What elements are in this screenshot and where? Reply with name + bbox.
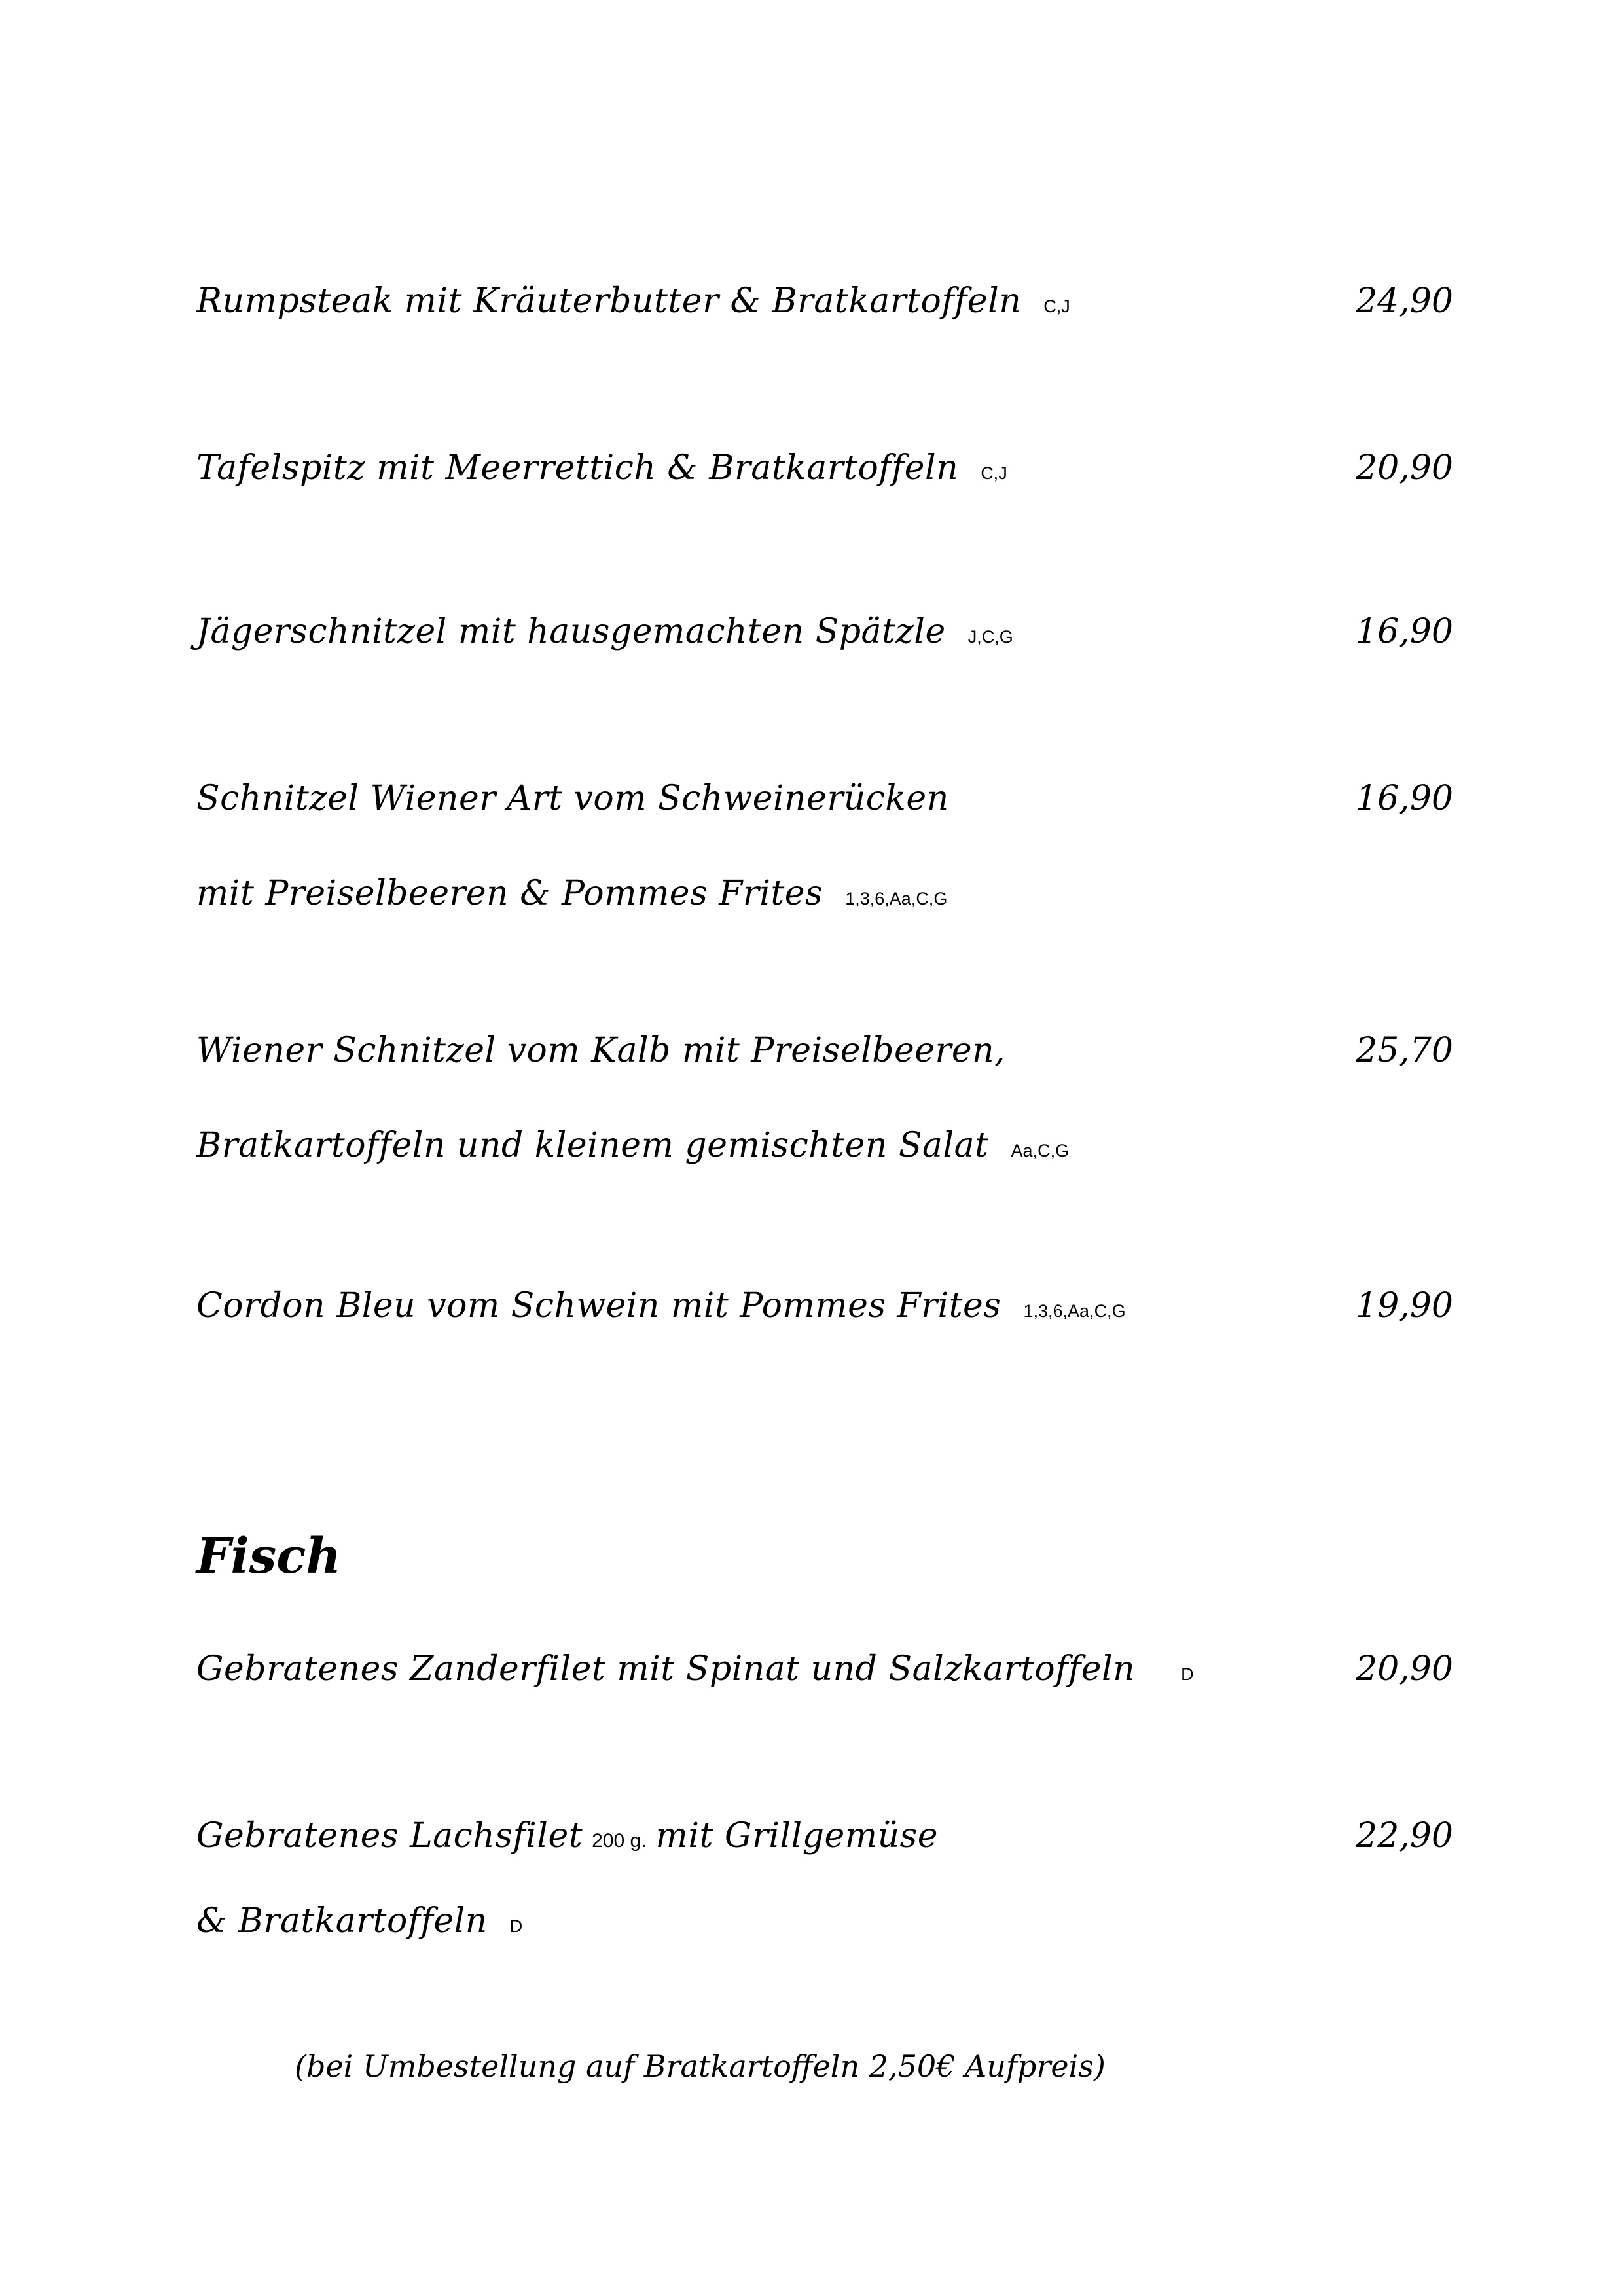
allergen-codes: 1,3,6,Aa,C,G — [1023, 1301, 1126, 1321]
allergen-codes: J,C,G — [967, 627, 1013, 647]
menu-item-tafelspitz — [196, 448, 1453, 514]
menu-item-lachsfilet — [196, 1816, 1453, 1967]
dish-name: Schnitzel Wiener Art vom Schweinerücken — [196, 779, 949, 818]
dish-name: Wiener Schnitzel vom Kalb mit Preiselbeeren, — [196, 1031, 1006, 1070]
portion-weight: 200 g. — [592, 1830, 647, 1852]
menu-item-line — [196, 1126, 1453, 1191]
dish-name: Gebratenes Zanderfilet mit Spinat und Salzkartoffeln — [196, 1649, 1136, 1689]
menu-item-rumpsteak — [196, 281, 1453, 347]
allergen-codes: Aa,C,G — [1011, 1141, 1070, 1160]
allergen-codes: D — [1181, 1664, 1194, 1684]
menu-item-jaegerschnitzel — [196, 612, 1453, 677]
allergen-codes: C,J — [1043, 296, 1070, 316]
menu-item-line — [196, 874, 1453, 939]
menu-item-line — [196, 281, 1453, 347]
price: 20,90 — [1356, 1649, 1453, 1689]
price: 22,90 — [1356, 1816, 1453, 1856]
menu-item-line — [196, 1901, 1453, 1967]
price: 19,90 — [1356, 1286, 1453, 1325]
dish-name-continued: mit Preiselbeeren & Pommes Frites — [196, 874, 823, 913]
dish-name: Tafelspitz mit Meerrettich & Bratkartoffeln — [196, 448, 959, 488]
dish-name-continued: Bratkartoffeln und kleinem gemischten Salat — [196, 1126, 989, 1165]
menu-item-line — [196, 1031, 1453, 1126]
menu-item-line — [196, 1649, 1453, 1715]
menu-item-line — [196, 779, 1453, 874]
menu-item-wiener-schnitzel-kalb — [196, 1031, 1453, 1191]
allergen-codes: C,J — [981, 463, 1007, 483]
dish-name: Gebratenes Lachsfilet — [196, 1816, 583, 1856]
menu-item-line — [196, 1286, 1453, 1352]
dish-name-suffix: mit Grillgemüse — [655, 1816, 939, 1856]
menu-item-line — [196, 1816, 1453, 1901]
menu-item-line — [196, 612, 1453, 677]
price: 25,70 — [1356, 1031, 1453, 1070]
dish-name: Jägerschnitzel mit hausgemachten Spätzle — [196, 612, 946, 651]
dish-name: Cordon Bleu vom Schwein mit Pommes Frites — [196, 1286, 1001, 1325]
menu-item-line — [196, 448, 1453, 514]
dish-name-continued: & Bratkartoffeln — [196, 1901, 488, 1941]
price: 24,90 — [1356, 281, 1453, 321]
menu-item-zanderfilet — [196, 1649, 1453, 1715]
allergen-codes: D — [509, 1916, 523, 1936]
menu-item-cordon-bleu — [196, 1286, 1453, 1352]
price: 16,90 — [1356, 612, 1453, 651]
section-title-fisch: Fisch — [196, 1528, 342, 1585]
allergen-codes: 1,3,6,Aa,C,G — [845, 889, 948, 908]
surcharge-footnote: (bei Umbestellung auf Bratkartoffeln 2,50€ Aufpreis) — [295, 2049, 1106, 2084]
price: 16,90 — [1356, 779, 1453, 818]
menu-item-schnitzel-wiener-art — [196, 779, 1453, 939]
price: 20,90 — [1356, 448, 1453, 488]
dish-name: Rumpsteak mit Kräuterbutter & Bratkartoffeln — [196, 281, 1022, 321]
